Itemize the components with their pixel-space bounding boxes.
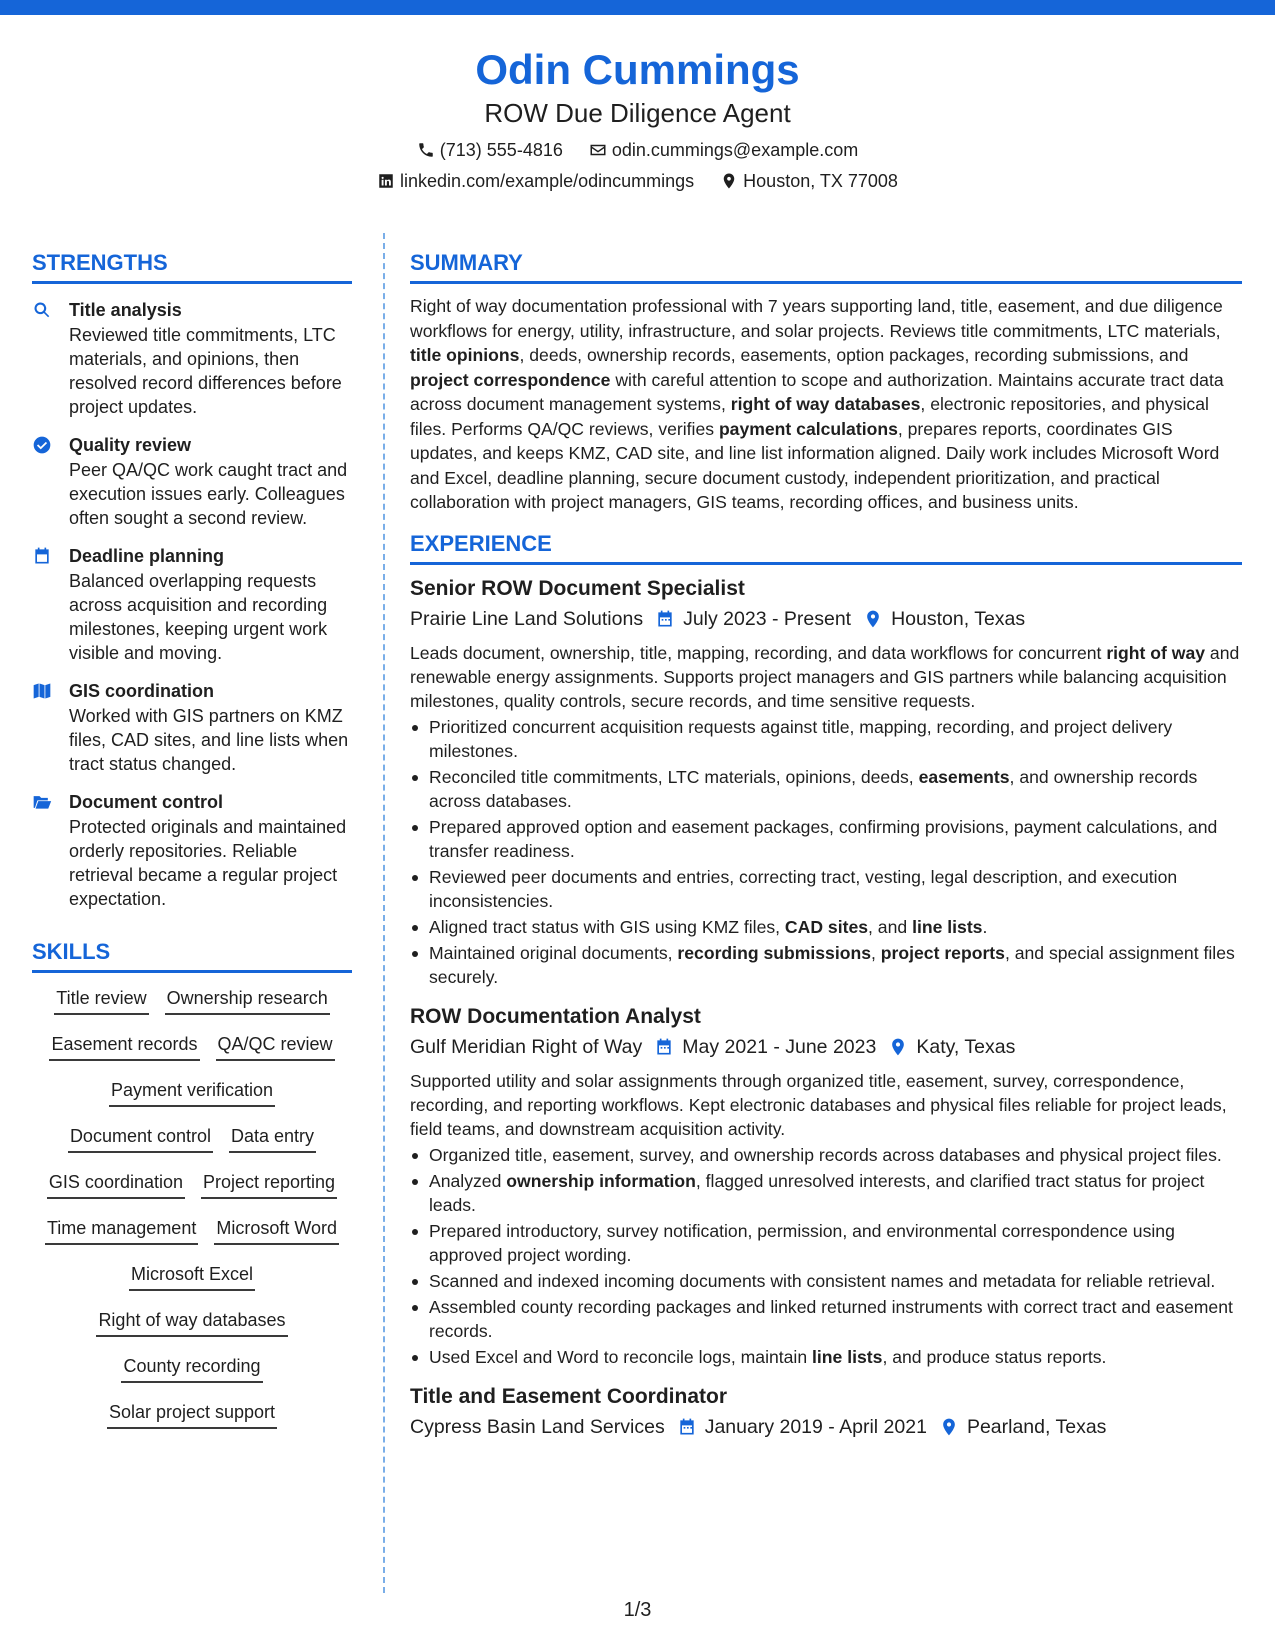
skill-tag: Data entry — [229, 1123, 316, 1153]
summary-text: Right of way documentation professional with 7 years supporting land, title, easement, and due diligence workflows for energy, utility, infrastructure, and solar projects. Reviews title commitments, LTC materials, title opinions, deeds, ownership records, easements, option packages, recording submissions, and project correspondence with careful attention to scope and authorization. Maintains accurate tract data across document management systems, right of way databases, electronic repositories, and physical files. Performs QA/QC reviews, verifies payment calculations, prepares reports, coordinates GIS updates, and keeps KMZ, CAD site, and line list information aligned. Daily work includes Microsoft Word and Excel, deadline planning, secure document custody, independent prioritization, and practical collaboration with project managers, GIS teams, recording offices, and business units. — [410, 296, 1224, 512]
summary-heading: SUMMARY — [410, 248, 1242, 284]
list-item: Reviewed peer documents and entries, correcting tract, vesting, legal description, and execution inconsistencies. — [410, 865, 1242, 913]
emphasis-text: title opinions — [410, 345, 520, 365]
list-item: Organized title, easement, survey, and ownership records across databases and physical project files. — [410, 1143, 1242, 1167]
job-entry — [410, 1003, 1242, 1369]
calendar-icon — [655, 609, 675, 629]
job-description: Supported utility and solar assignments through organized title, easement, survey, correspondence, recording, and reporting workflows. Kept electronic databases and physical files reliable for project leads, field teams, and downstream acquisition activity. — [410, 1070, 1227, 1139]
list-item: Maintained original documents, recording submissions, project reports, and special assignment files securely. — [410, 941, 1242, 989]
strength-title: Deadline planning — [69, 546, 225, 566]
search-icon — [32, 300, 52, 320]
list-item: Aligned tract status with GIS using KMZ files, CAD sites, and line lists. — [410, 915, 1242, 939]
strength-title: Title analysis — [69, 300, 182, 320]
list-item: Scanned and indexed incoming documents with consistent names and metadata for reliable retrieval. — [410, 1269, 1242, 1293]
job-entry — [410, 1383, 1242, 1441]
skill-tag: Solar project support — [107, 1399, 277, 1429]
strength-desc: Balanced overlapping requests across acquisition and recording milestones, keeping urgent work visible and moving. — [69, 571, 328, 663]
strength-desc: Worked with GIS partners on KMZ files, CAD sites, and line lists when tract status changed. — [69, 706, 349, 774]
list-item: Reconciled title commitments, LTC materials, opinions, deeds, easements, and ownership records across databases. — [410, 765, 1242, 813]
emphasis-text: easements — [918, 766, 1010, 787]
strength-item — [32, 679, 352, 776]
job-bullets — [410, 715, 1242, 989]
linkedin-icon — [377, 172, 395, 190]
job-title: ROW Documentation Analyst — [410, 1004, 701, 1028]
list-item: Prioritized concurrent acquisition requests against title, mapping, recording, and project delivery milestones. — [410, 715, 1242, 763]
calendar-icon — [677, 1417, 697, 1437]
emphasis-text: recording submissions — [677, 942, 871, 963]
strength-title: GIS coordination — [69, 681, 215, 701]
skill-tag: Payment verification — [109, 1077, 275, 1107]
skill-tag: QA/QC review — [216, 1031, 335, 1061]
emphasis-text: CAD sites — [784, 916, 869, 937]
skills-list — [32, 985, 352, 1429]
map-icon — [32, 681, 52, 701]
map-pin-icon — [863, 609, 883, 629]
emphasis-text: right of way — [1106, 642, 1206, 663]
candidate-title: ROW Due Diligence Agent — [484, 98, 791, 128]
strength-item — [32, 433, 352, 530]
skills-heading: SKILLS — [32, 937, 352, 973]
linkedin-text: linkedin.com/example/odincummings — [400, 171, 695, 191]
candidate-name: Odin Cummings — [475, 46, 800, 93]
emphasis-text: line lists — [812, 1346, 883, 1367]
skill-tag: County recording — [121, 1353, 262, 1383]
strength-desc: Peer QA/QC work caught tract and execution issues early. Colleagues often sought a second review. — [69, 460, 348, 528]
strength-desc: Protected originals and maintained orderly repositories. Reliable retrieval became a regular project expectation. — [69, 817, 347, 909]
page-number: 1/3 — [623, 1599, 652, 1621]
skill-tag: Title review — [54, 985, 148, 1015]
job-dates: January 2019 - April 2021 — [704, 1415, 927, 1438]
job-location: Pearland, Texas — [966, 1415, 1107, 1438]
skill-tag: GIS coordination — [47, 1169, 185, 1199]
phone-text: (713) 555-4816 — [439, 140, 563, 160]
contact-row-1 — [0, 137, 1275, 163]
list-item: Prepared introductory, survey notification, permission, and environmental correspondence using approved project wording. — [410, 1219, 1242, 1267]
strengths-heading: STRENGTHS — [32, 248, 352, 284]
job-bullets — [410, 1143, 1242, 1369]
strength-desc: Reviewed title commitments, LTC materials, and opinions, then resolved record differences before project updates. — [69, 325, 342, 417]
location-contact — [720, 168, 898, 194]
job-dates: May 2021 - June 2023 — [682, 1035, 877, 1058]
phone-icon — [417, 141, 435, 159]
location-text: Houston, TX 77008 — [743, 171, 898, 191]
map-pin-icon — [939, 1417, 959, 1437]
experience-list — [410, 575, 1242, 1441]
phone-contact — [417, 137, 563, 163]
job-meta — [410, 1413, 1242, 1441]
job-meta — [410, 605, 1242, 633]
resume-header — [0, 42, 1275, 194]
job-location: Katy, Texas — [916, 1035, 1016, 1058]
strength-item — [32, 790, 352, 911]
job-company: Cypress Basin Land Services — [410, 1415, 665, 1438]
experience-heading: EXPERIENCE — [410, 529, 1242, 565]
calendar-icon — [654, 1037, 674, 1057]
skill-tag: Ownership research — [165, 985, 330, 1015]
skill-tag: Microsoft Excel — [129, 1261, 255, 1291]
emphasis-text: right of way databases — [730, 394, 921, 414]
emphasis-text: project correspondence — [410, 369, 611, 390]
strength-title: Quality review — [69, 435, 192, 455]
top-accent-bar — [0, 0, 1275, 15]
job-meta — [410, 1033, 1242, 1061]
job-company: Prairie Line Land Solutions — [410, 607, 644, 630]
list-item: Analyzed ownership information, flagged unresolved interests, and clarified tract status for project leads. — [410, 1169, 1242, 1217]
job-title: Senior ROW Document Specialist — [410, 576, 745, 600]
right-column — [410, 248, 1242, 1441]
skill-tag: Project reporting — [201, 1169, 337, 1199]
job-description: Leads document, ownership, title, mapping, recording, and data workflows for concurrent right of way and renewable energy assignments. Supports project managers and GIS partners while balancing acquisition milestones, quality controls, secure records, and time sensitive requests. — [410, 642, 1240, 711]
list-item: Prepared approved option and easement packages, confirming provisions, payment calculations, and transfer readiness. — [410, 815, 1242, 863]
envelope-icon — [589, 141, 607, 159]
left-column — [32, 248, 352, 1429]
contact-row-2 — [0, 168, 1275, 194]
job-company: Gulf Meridian Right of Way — [410, 1035, 643, 1058]
email-text: odin.cummings@example.com — [611, 140, 859, 160]
job-entry — [410, 575, 1242, 989]
map-pin-icon — [888, 1037, 908, 1057]
job-dates: July 2023 - Present — [683, 607, 852, 630]
emphasis-text: payment calculations — [718, 418, 898, 439]
check-circle-icon — [32, 435, 52, 455]
skill-tag: Easement records — [49, 1031, 199, 1061]
strength-item — [32, 298, 352, 419]
job-title: Title and Easement Coordinator — [410, 1384, 727, 1408]
list-item: Used Excel and Word to reconcile logs, maintain line lists, and produce status reports. — [410, 1345, 1242, 1369]
skill-tag: Microsoft Word — [214, 1215, 339, 1245]
map-pin-icon — [720, 172, 738, 190]
emphasis-text: line lists — [912, 916, 983, 937]
skill-tag: Time management — [45, 1215, 198, 1245]
column-divider — [383, 233, 385, 1593]
job-location: Houston, Texas — [891, 607, 1026, 630]
strength-title: Document control — [69, 792, 224, 812]
list-item: Assembled county recording packages and linked returned instruments with correct tract and easement records. — [410, 1295, 1242, 1343]
folder-open-icon — [32, 792, 52, 812]
calendar-icon — [32, 546, 52, 566]
emphasis-text: project reports — [880, 942, 1005, 963]
strength-item — [32, 544, 352, 665]
linkedin-contact[interactable] — [377, 168, 694, 194]
skill-tag: Right of way databases — [96, 1307, 287, 1337]
email-contact[interactable] — [589, 137, 858, 163]
skill-tag: Document control — [68, 1123, 213, 1153]
emphasis-text: ownership information — [506, 1170, 696, 1191]
